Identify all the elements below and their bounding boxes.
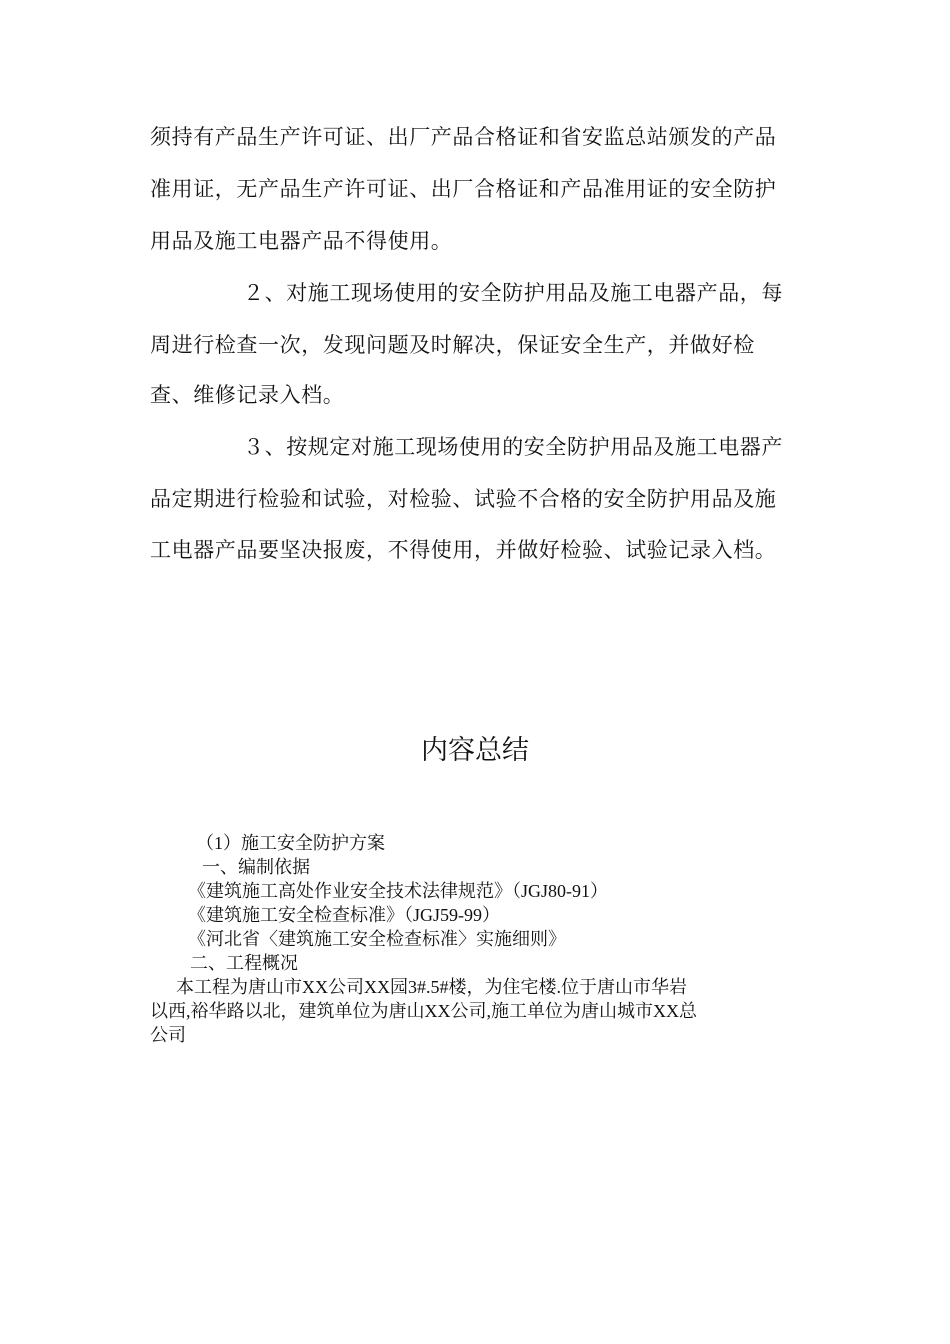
summary-line-1: （1）施工安全防护方案 [196,833,385,853]
summary-line-5: 《河北省〈建筑施工安全检查标准〉实施细则》 [188,929,566,949]
paragraph-2-line-2: 周进行检查一次，发现问题及时解决，保证安全生产，并做好检 [150,333,755,357]
paragraph-1-line-3: 用品及施工电器产品不得使用。 [150,229,453,253]
paragraph-2-line-3: 查、维修记录入档。 [150,383,345,407]
summary-line-8: 以西,裕华路以北，建筑单位为唐山XX公司,施工单位为唐山城市XX总 [150,1001,697,1021]
paragraph-3-line-3: 工电器产品要坚决报废，不得使用，并做好检验、试验记录入档。 [150,538,777,562]
paragraph-1-line-2: 准用证，无产品生产许可证、出厂合格证和产品准用证的安全防护 [150,177,777,201]
summary-title: 内容总结 [421,735,529,766]
summary-line-4: 《建筑施工安全检查标准》（JGJ59-99） [188,905,501,925]
summary-line-3: 《建筑施工高处作业安全技术法律规范》（JGJ80-91） [188,881,609,901]
paragraph-2-line-1: ２、对施工现场使用的安全防护用品及施工电器产品，每 [243,281,783,305]
summary-line-6: 二、工程概况 [190,953,298,973]
summary-line-7: 本工程为唐山市XX公司XX园3#.5#楼，为住宅楼.位于唐山市华岩 [176,977,687,997]
paragraph-3-line-2: 品定期进行检验和试验，对检验、试验不合格的安全防护用品及施 [150,487,777,511]
paragraph-1-line-1: 须持有产品生产许可证、出厂产品合格证和省安监总站颁发的产品 [150,125,777,149]
paragraph-3-line-1: ３、按规定对施工现场使用的安全防护用品及施工电器产 [243,435,783,459]
summary-line-2: 一、编制依据 [202,857,310,877]
summary-line-9: 公司 [150,1025,186,1045]
